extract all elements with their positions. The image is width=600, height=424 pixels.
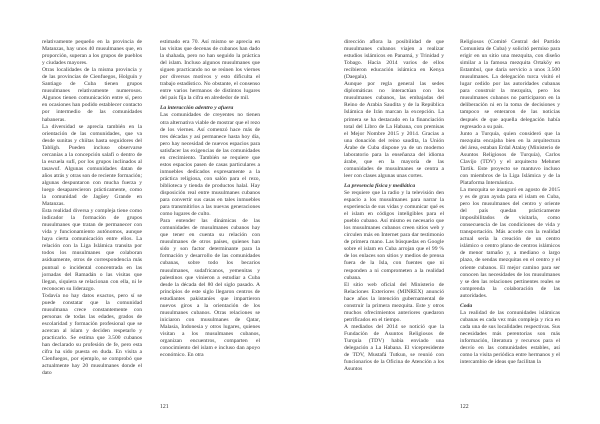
paragraph: Otras localidades de la misma provincia y de las provincias de Cienfuegos, Holguín y Santiago de Cuba tienen grupos musulmanes relativamente numerosos. Algunos tienen comunicación entre sí, pero en ocasiones han podido establecer contacto por intermedio de las comunidades habaneras. [42, 67, 142, 123]
paragraph: A mediados del 2014 se notició que la Fundación de Asuntos Religiosos de Turquía (TDV) había enviado una delegación a La Habana. El vicepresidente de TDV, Mustafá Tutkun, se reunió con funcionarios de la Oficina de Atención a los Asuntos [344, 323, 444, 373]
left-page-column-2 [160, 39, 260, 359]
paragraph: La diversidad se aprecia también en la orientación de las comunidades, que va desde sunitas y chiítas hasta seguidores del Tablígh. Pueden incluso observarse cercanías a la concepción salafí o dentro de la escuela sufí, por los grupos inclinados al tasawuf. Algunas comunidades datan de años atrás y otras son de reciente formación; algunas despuntaron con mucha fuerza y luego desaparecieron prácticamente, como la comunidad de Jagüey Grande en Matanzas. [42, 123, 142, 208]
paragraph: La mezquita se inauguró en agosto de 2015 y es de gran ayuda para el islam en Cuba, pero los musulmanes del centro y oriente del país quedan prácticamente imposibilitados de visitarla, como consecuencia de las condiciones de vida y transportación. Más acorde con la realidad actual sería la creación de un centro islámico o centro plano de centros islámicos de menor tamaño y, a mediano o largo plazo, de sendas mezquitas en el centro y el oriente cubanos. El mejor camino para ser conocen las necesidades de los musulmanes y se den las relaciones pertinentes reales se comprenda la colaboración de las autoridades. [460, 186, 560, 299]
paragraph: El sitio web oficial del Ministerio de Relaciones Exteriores (MINREX) anunció hace años la intención gubernamental de construir la primera mezquita. Este y otros muchos ofrecimientos anteriores quedaron petrificados en el tiempo. [344, 281, 444, 323]
paragraph: Junto a Turquía, quien consideró que la mezquita encajaba bien en la arquitectura del área, estaban Erdal Atalay (Ministerio de Asuntos Religiosos de Turquía), Carlos Clavijo (TDV) y el arquitecto Mehmet Tartik. Este proyecto se mantuvo incluso con miembros de la Liga Islámica y de la Plataforma Internáutica. [460, 130, 560, 186]
paragraph: Las comunidades de creyentes no tienen otra alternativa viable de mostrar que el rezo de los viernes. Así comenzó hace más de tres décadas y así permanece hasta hoy día, pero hay necesidad de nuevos espacios para satisfacer las exigencias de las comunidades en crecimiento. También se requiere que estos espacios pasen de casas particulares a inmuebles dedicados expresamente a la práctica religiosa, con salón para el rezo, biblioteca y tienda de productos halal. Hay disposición real entre musulmanes cubanos para convertir sus casas en tales inmuebles para transmitirlos a las nuevas generaciones como lugares de culto. [160, 112, 260, 218]
paragraph: dirección aflora la posibilidad de que musulmanes cubanos viajen a realizar estudios islámicos en Panamá, y Trinidad y Tobago. Hacia 2014 varios de ellos recibieron educación islámica en Kenya (Daegala). [344, 39, 444, 81]
page-number: 121 [160, 404, 169, 410]
paragraph: estimado era 70. Así mismo se aprecia en las visitas que decenas de cubanos han dado la shahada, pero no han seguido la práctica del islam. Incluso algunos musulmanes que siguen practicando no se reúnen los viernes por diversos motivos y esto dificulta el trabajo estadístico. No obstante, el consenso entre varios hermanos de distintos lugares del país fija la cifra en alrededor de mil. [160, 39, 260, 102]
page-number: 122 [460, 404, 469, 410]
left-page-column-1 [42, 39, 142, 377]
paragraph: relativamente pequeño en la provincia de Matanzas, hay unos 40 musulmanes que, en proporción, superan a los grupos de pueblos y ciudades mayores. [42, 39, 142, 67]
paragraph: Religiosos (Comité Central del Partido Comunista de Cuba) y solicitó permiso para erigir en un sitio una mezquita, con diseño similar a la famosa mezquita Ortaköy en Estambul, que daría servicio a unos 3.500 musulmanes. La delegación turca visitó el lugar cedido por las autoridades cubanas para construir la mezquita, pero los musulmanes cubanos no participaron en la deliberación ni en la toma de decisiones y tampoco se enteraron de las noticias después de que aquella delegación había regresado a su país. [460, 39, 560, 130]
paragraph: Esta realidad diversa y compleja tiene como indicador la formación de grupos musulmanes que tratan de permanecer con vida y funcionamiento autónomos, aunque haya cierta comunicación entre ellos. La relación con la Liga Islámica transita por todos los musulmanes que colaboran asiduamente, otros de correspondencia más puntual o incidental concentrada en las jornadas del Ramadán o las visitas que llegan, siquiera se relacionan con ella, ni le reconocen su liderazgo. [42, 208, 142, 292]
paragraph: Aunque por regla general las sedes diplomáticas no interactúan con los musulmanes cubanos, las embajadas del Reino de Arabia Saudita y de la República Islámica de Irán marcan la excepción. La primera se ha destacado en la financiación total del Libro de La Habana, con premisas el Mejor Nombre 2015 y 2014. Gracias a una donación del reino saudita, la Unión Árabe de Cuba dispone ya de un moderno laboratorio para la enseñanza del idioma árabe, que en la mayoría de las comunidades de musulmanes se centra a leer con clases algunas unas cortes. [344, 81, 444, 179]
section-heading: La interacción adentro y afuera [160, 105, 234, 112]
right-page-column-1 [344, 39, 444, 373]
paragraph: Se requiere que la radio y la televisión den espacio a los musulmanes para narrar la experiencia de sus vidas y comunicar qué es el islam en códigos inteligibles para el pueblo cubano. Así mismo es necesario que los musulmanes cubanos creen sitios web y circulen más en Internet para dar testimonio de primera mano. Las búsquedas en Google sobre el islam en Cuba arrojan que el 99 % de los enlaces son sitios y medios de prensa fuera de la Isla, con fuentes que ni responden a ni comprometen a la realidad cubana. [344, 189, 444, 281]
paragraph: La realidad de las comunidades islámicas cubanas es cada vez más compleja y rica en cada una de sus localidades respectivas. Sus necesidades más perentorias son más información, literatura y recursos para el desvío en las comunidades estables, así como la visita periódica entre hermanos y el intercambio de ideas que facilitan la [460, 309, 560, 366]
paragraph: Para entender las dinámicas de las comunidades de musulmanes cubanos hay que tener en cuenta su relación con musulmanes de otros países, quienes han sido y son factor determinante para la formación y desarrollo de las comunidades cubanas, sobre todo los becarios musulmanes, sudafricanos, yemenitas y palestinos que vinieron a estudiar a Cuba desde la década del 80 del siglo pasado. A principios de este siglo llegaron centros de estudiantes pakistaníes que impartieron nuevos giros a la orientación de los musulmanes cubanos. Otras relaciones se iniciaron con musulmanes de Qatar, Malasia, Indonesia y otros lugares, quienes visitan a los musulmanes cubanos, organizan encuentros, comparten el conocimiento del islam e incluso dan apoyo económico. En otra [160, 218, 260, 359]
right-page-column-2 [460, 39, 560, 366]
section-heading: Coda [460, 302, 473, 309]
paragraph: Todavía no hay datos exactos, pero sí se puede constatar que la comunidad musulmana crece constantemente con personas de todas las edades, grados de escolaridad y formación profesional que se acercan al islam y deciden respetarlo y practicarlo. Se estima que 3.500 cubanos han declarado su profesión de fe, pero esta cifra ha sido puesta en duda. En visita a Cienfuegos, por ejemplo, se comprobó que actualmente hay 20 musulmanes donde el dato [42, 292, 142, 377]
section-heading: La presencia física y mediática [344, 182, 416, 189]
